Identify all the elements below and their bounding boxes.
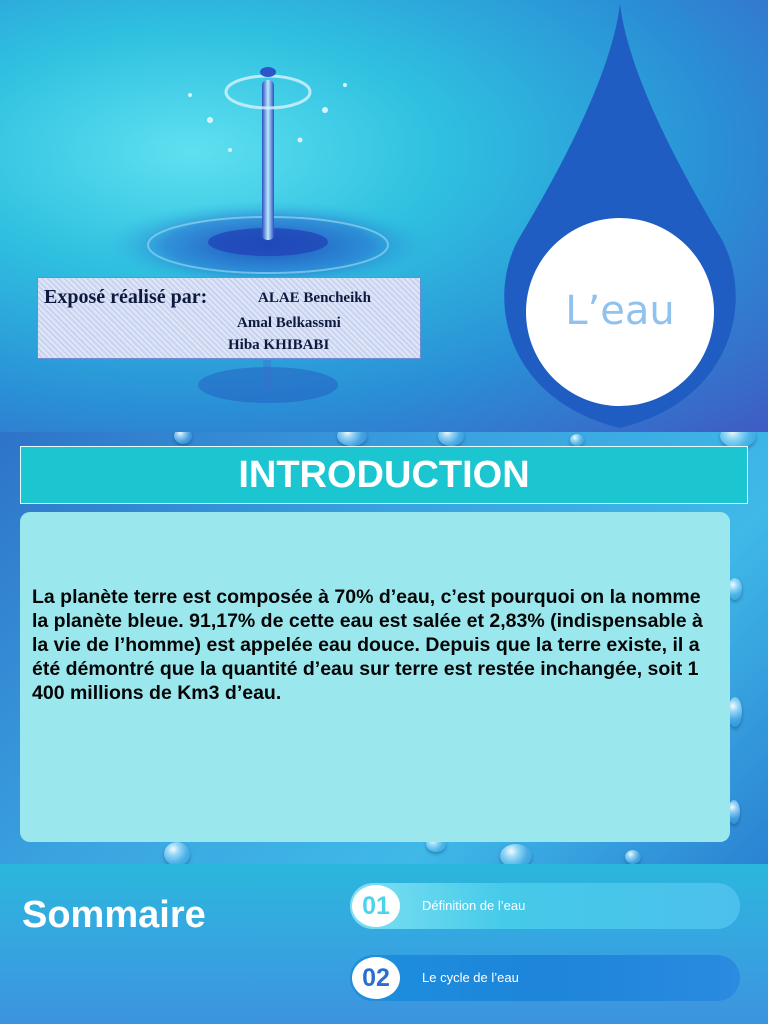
summary-item-definition[interactable] bbox=[350, 883, 740, 929]
bubble-decoration bbox=[174, 432, 192, 444]
water-splash-image bbox=[0, 0, 460, 432]
author-box bbox=[37, 277, 421, 359]
author-name-1: ALAE Bencheikh bbox=[258, 290, 371, 306]
author-name-2: Amal Belkassmi bbox=[237, 315, 341, 331]
bubble-decoration bbox=[337, 432, 367, 446]
slide-title: L’eau bbox=[565, 288, 675, 334]
summary-slide bbox=[0, 864, 768, 1024]
author-prefix: Exposé réalisé par: bbox=[44, 286, 208, 308]
author-name-3: Hiba KHIBABI bbox=[228, 337, 330, 353]
item-label: Le cycle de l’eau bbox=[422, 970, 519, 985]
introduction-text-box bbox=[20, 512, 730, 842]
water-drop-shape bbox=[496, 0, 744, 432]
bubble-decoration bbox=[500, 844, 532, 864]
item-number: 01 bbox=[362, 892, 390, 920]
bubble-decoration bbox=[570, 434, 584, 446]
item-number: 02 bbox=[362, 964, 390, 992]
introduction-slide bbox=[0, 432, 768, 864]
introduction-heading-band bbox=[20, 446, 748, 504]
item-number-badge bbox=[352, 957, 400, 999]
title-slide bbox=[0, 0, 768, 432]
introduction-paragraph: La planète terre est composée à 70% d’eau, c’est pourquoi on la nomme la planète bleue. 91,17% de cette eau est salée et 2,83% (indispensable à la vie de l’homme) est appelée eau douce. Depuis que la terre existe, il a été démontré que la quantité d’eau sur terre est restée inchangée, soit 1 400 millions de Km3 d’eau. bbox=[32, 586, 703, 704]
summary-title: Sommaire bbox=[22, 894, 206, 936]
bubble-decoration bbox=[164, 842, 190, 864]
summary-item-water-cycle[interactable] bbox=[350, 955, 740, 1001]
bubble-decoration bbox=[438, 432, 464, 446]
bubble-decoration bbox=[728, 697, 742, 727]
bubble-decoration bbox=[728, 578, 742, 600]
introduction-title: INTRODUCTION bbox=[238, 454, 530, 496]
item-number-badge bbox=[352, 885, 400, 927]
item-label: Définition de l’eau bbox=[422, 898, 526, 913]
bubble-decoration bbox=[625, 850, 641, 864]
